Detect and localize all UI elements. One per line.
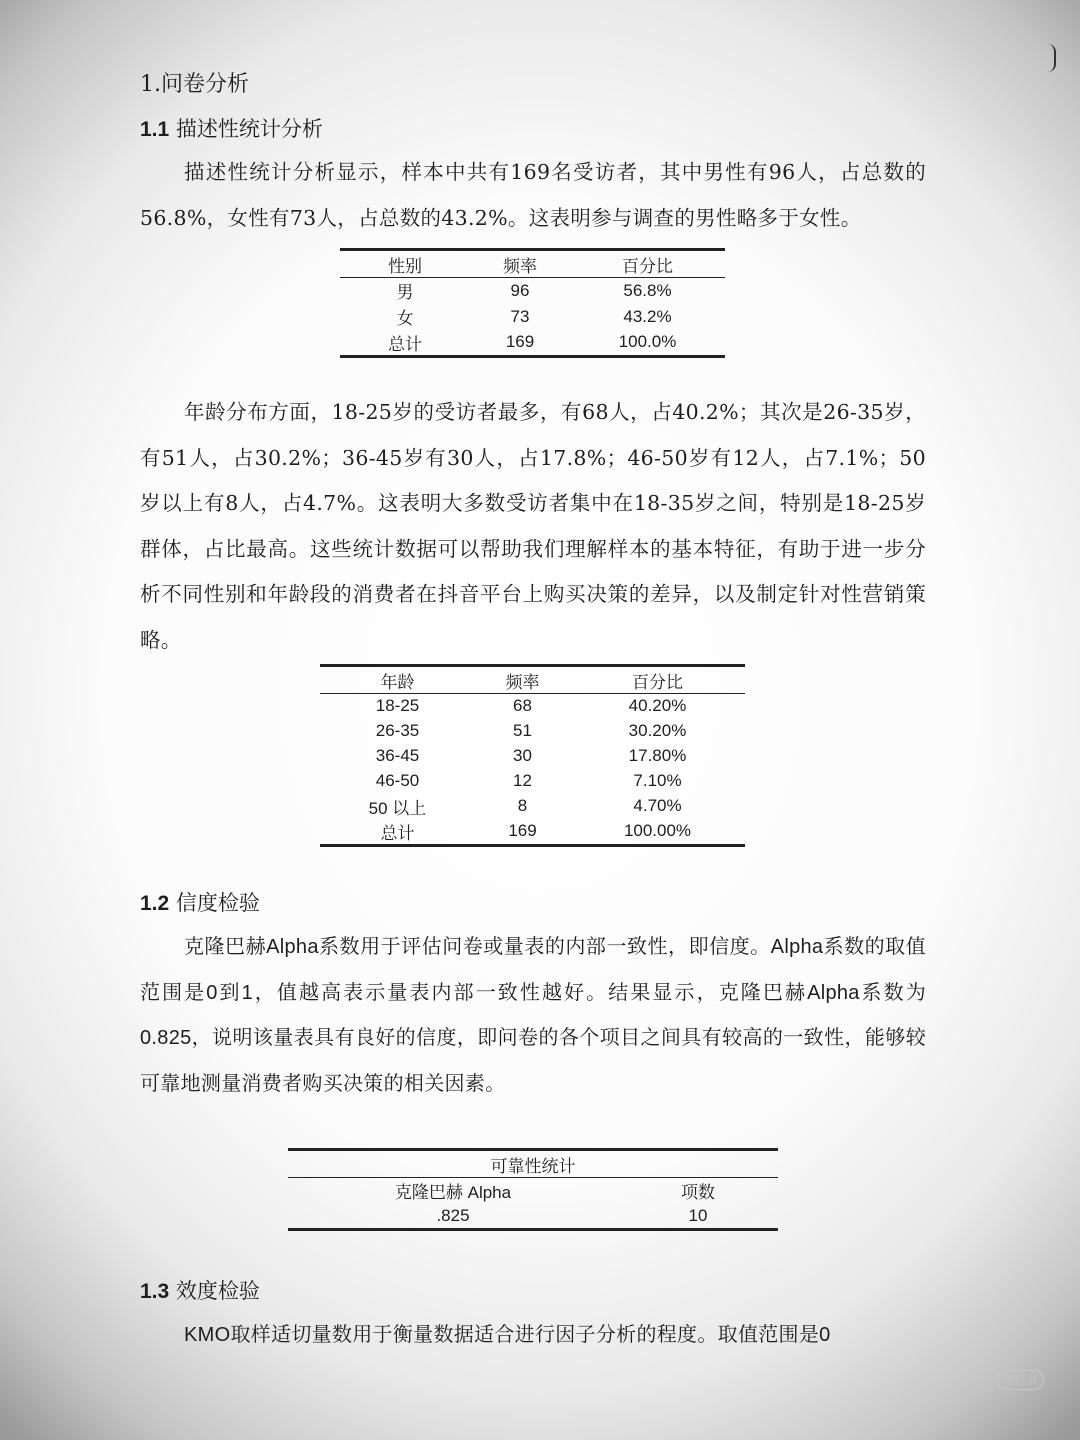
table-cell: 43.2% (623, 306, 672, 326)
table-cell: 男 (396, 283, 414, 304)
gender-table-header: 频率 (470, 250, 570, 278)
section-title: 描述性统计分析 (175, 117, 323, 141)
section-number: 1.3 (140, 1280, 170, 1303)
gender-table-header: 百分比 (570, 250, 725, 278)
table-cell: 169 (475, 819, 570, 846)
section-title: 效度检验 (175, 1279, 260, 1303)
table-cell: 26-35 (375, 721, 420, 740)
table-cell: 30 (513, 746, 532, 765)
table-cell: 30.20% (628, 721, 687, 740)
table-row (340, 330, 725, 357)
table-cell: 4.70% (633, 796, 682, 815)
page-corner-mark (1048, 44, 1056, 72)
table-row (320, 694, 745, 719)
paragraph-age-distribution: 年龄分布方面，18-25岁的受访者最多，有68人，占40.2%；其次是26-35岁，有51人，占30.2%；36-45岁有30人，占17.8%；46-50岁有12人，占7.1%；50岁以上有8人，占4.7%。这表明大多数受访者集中在18-35岁之间，特别是18-25岁群体，占比最高。这些统计数据可以帮助我们理解样本的基本特征，有助于进一步分析不同性别和年龄段的消费者在抖音平台上购买决策的差异，以及制定针对性营销策略。 (140, 400, 926, 652)
table-cell: 73 (510, 306, 530, 326)
table-cell: .825 (288, 1204, 618, 1230)
table-cell: 50 以上 (368, 798, 427, 818)
table-cell: 12 (513, 771, 532, 790)
reliability-table (288, 1148, 778, 1231)
gender-table-header: 性别 (340, 250, 470, 278)
table-row (340, 278, 725, 304)
table-cell: 56.8% (623, 280, 672, 300)
paragraph-reliability: 克隆巴赫Alpha系数用于评估问卷或量表的内部一致性，即信度。Alpha系数的取值范围是0到1，值越高表示量表内部一致性越好。结果显示，克隆巴赫Alpha系数为0.825，说明该量表具有良好的信度，即问卷的各个项目之间具有较高的一致性，能够较可靠地测量消费者购买决策的相关因素。 (140, 936, 926, 1095)
table-cell: 17.80% (628, 746, 687, 765)
watermark-logo: 小红书 (997, 1370, 1044, 1390)
age-table-header: 年龄 (320, 666, 475, 694)
table-row (320, 719, 745, 744)
table-cell: 7.10% (633, 771, 682, 790)
section-number: 1.1 (140, 118, 170, 141)
table-row (320, 819, 745, 846)
document-page (140, 0, 930, 1440)
table-row (288, 1178, 778, 1204)
gender-table (340, 248, 725, 358)
reliability-table-title: 可靠性统计 (288, 1150, 778, 1178)
table-row (320, 794, 745, 819)
table-cell: 51 (513, 721, 532, 740)
table-cell: 96 (510, 280, 530, 300)
table-cell: 18-25 (375, 696, 420, 716)
section-title: 信度检验 (175, 891, 260, 915)
age-table-header: 频率 (475, 666, 570, 694)
age-table-header: 百分比 (570, 666, 745, 694)
table-row (320, 744, 745, 769)
paragraph-validity: KMO取样适切量数用于衡量数据适合进行因子分析的程度。取值范围是0 (184, 1324, 831, 1346)
age-table (320, 664, 745, 847)
table-cell: 总计 (340, 330, 470, 357)
section-heading-1: 1.问卷分析 (140, 72, 249, 97)
table-row (288, 1204, 778, 1230)
table-cell: 女 (396, 309, 414, 329)
table-row (340, 304, 725, 330)
paragraph-descriptive-stats: 描述性统计分析显示，样本中共有169名受访者，其中男性有96人，占总数的56.8%，女性有73人，占总数的43.2%。这表明参与调查的男性略多于女性。 (140, 160, 926, 230)
section-heading-1-2 (140, 888, 260, 919)
section-number: 1.2 (140, 892, 170, 915)
table-row (320, 769, 745, 794)
table-cell: 100.00% (570, 819, 745, 846)
section-heading-1-3 (140, 1276, 260, 1307)
table-cell: 36-45 (375, 746, 420, 765)
table-cell: 169 (470, 330, 570, 357)
reliability-table-header: 项数 (681, 1183, 715, 1204)
table-cell: 68 (513, 696, 532, 716)
reliability-table-header: 克隆巴赫 Alpha (394, 1183, 512, 1203)
table-cell: 10 (618, 1204, 778, 1230)
section-heading-1-1 (140, 114, 323, 145)
table-cell: 46-50 (375, 771, 420, 790)
table-cell: 100.0% (570, 330, 725, 357)
table-cell: 40.20% (628, 696, 687, 716)
table-cell: 8 (517, 796, 528, 815)
table-cell: 总计 (320, 819, 475, 846)
